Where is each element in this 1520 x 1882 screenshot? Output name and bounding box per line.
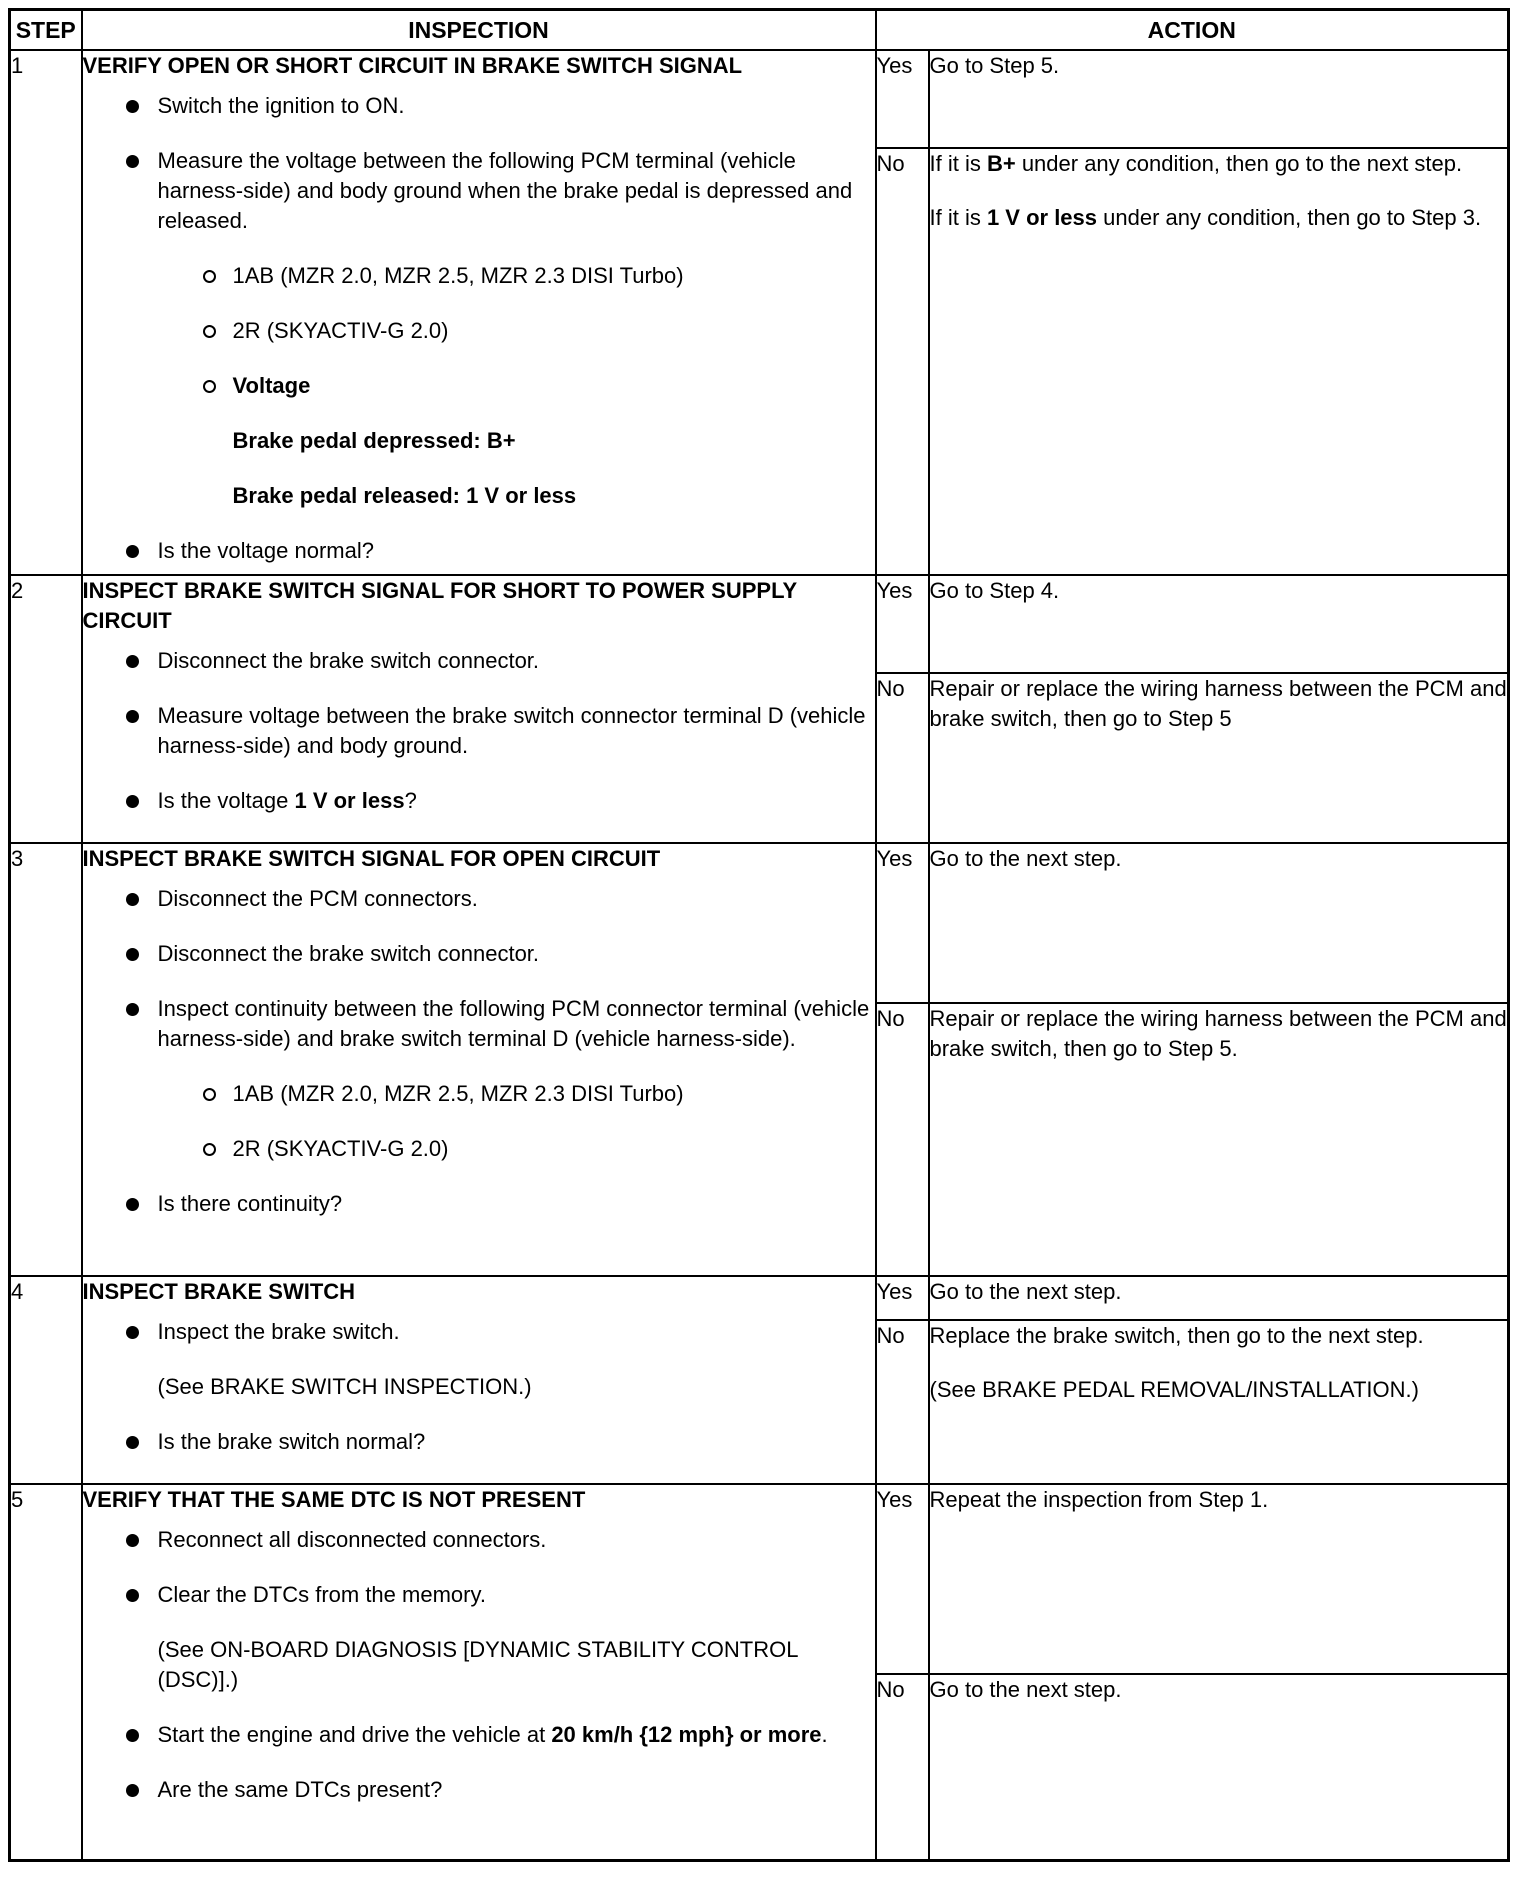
table-header-row xyxy=(10,10,1509,51)
bullet-icon xyxy=(126,1589,139,1602)
inspection-cell xyxy=(82,843,876,1276)
yes-label: Yes xyxy=(876,575,929,673)
inspection-cell xyxy=(82,575,876,843)
hollow-bullet-icon xyxy=(203,380,216,393)
step-number: 2 xyxy=(10,575,82,843)
no-action: Go to the next step. xyxy=(929,1674,1509,1860)
diagnostic-procedure-table xyxy=(8,8,1510,1862)
inspection-cell xyxy=(82,1484,876,1860)
sub-bullet-item: 1AB (MZR 2.0, MZR 2.5, MZR 2.3 DISI Turbo) xyxy=(83,261,875,291)
step-number: 1 xyxy=(10,50,82,575)
no-action: If it is B+ under any condition, then go to the next step. If it is 1 V or less under any condition, then go to Step 3. xyxy=(929,148,1509,575)
step-row xyxy=(10,1484,1509,1674)
bullet-item: Disconnect the PCM connectors. xyxy=(83,884,875,914)
step-number: 4 xyxy=(10,1276,82,1484)
bullet-item: Is there continuity? xyxy=(83,1189,875,1219)
no-action: Repair or replace the wiring harness between the PCM and brake switch, then go to Step 5. xyxy=(929,1003,1509,1276)
reference-line: (See BRAKE SWITCH INSPECTION.) xyxy=(157,1374,532,1399)
yes-action: Go to Step 5. xyxy=(929,50,1509,148)
step-row xyxy=(10,575,1509,673)
bullet-item: Reconnect all disconnected connectors. xyxy=(83,1525,875,1555)
hollow-bullet-icon xyxy=(203,325,216,338)
bullet-item: Start the engine and drive the vehicle at 20 km/h {12 mph} or more. xyxy=(83,1720,875,1750)
step-row xyxy=(10,50,1509,148)
step-title: INSPECT BRAKE SWITCH SIGNAL FOR SHORT TO POWER SUPPLY CIRCUIT xyxy=(82,578,797,633)
inspection-cell xyxy=(82,1276,876,1484)
yes-action: Go to Step 4. xyxy=(929,575,1509,673)
step-title: INSPECT BRAKE SWITCH SIGNAL FOR OPEN CIRCUIT xyxy=(82,846,661,871)
yes-label: Yes xyxy=(876,843,929,1003)
sub-bullet-item: 2R (SKYACTIV-G 2.0) xyxy=(83,316,875,346)
yes-label: Yes xyxy=(876,1484,929,1674)
no-label: No xyxy=(876,1674,929,1860)
bullet-item: Measure voltage between the brake switch connector terminal D (vehicle harness-side) and body ground. xyxy=(83,701,875,761)
bullet-icon xyxy=(126,155,139,168)
bullet-item: Is the voltage normal? xyxy=(83,536,875,566)
yes-action: Repeat the inspection from Step 1. xyxy=(929,1484,1509,1674)
bullet-icon xyxy=(126,1326,139,1339)
inspection-cell xyxy=(82,50,876,575)
bullet-icon xyxy=(126,710,139,723)
bullet-item: Disconnect the brake switch connector. xyxy=(83,939,875,969)
spec-line: Brake pedal released: 1 V or less xyxy=(232,483,577,508)
bullet-item: Inspect the brake switch. xyxy=(83,1317,875,1347)
no-label: No xyxy=(876,1003,929,1276)
step-title: VERIFY OPEN OR SHORT CIRCUIT IN BRAKE SWITCH SIGNAL xyxy=(82,53,743,78)
hollow-bullet-icon xyxy=(203,1143,216,1156)
bullet-icon xyxy=(126,893,139,906)
header-inspection: INSPECTION xyxy=(82,10,876,51)
step-number: 5 xyxy=(10,1484,82,1860)
no-action: Replace the brake switch, then go to the next step. (See BRAKE PEDAL REMOVAL/INSTALLATION.) xyxy=(929,1320,1509,1484)
bullet-icon xyxy=(126,655,139,668)
bullet-icon xyxy=(126,948,139,961)
bullet-item: Are the same DTCs present? xyxy=(83,1775,875,1805)
sub-bullet-item: 2R (SKYACTIV-G 2.0) xyxy=(83,1134,875,1164)
yes-label: Yes xyxy=(876,1276,929,1320)
spec-line: Brake pedal depressed: B+ xyxy=(232,428,516,453)
hollow-bullet-icon xyxy=(203,270,216,283)
bullet-icon xyxy=(126,100,139,113)
bullet-item: Is the brake switch normal? xyxy=(83,1427,875,1457)
hollow-bullet-icon xyxy=(203,1088,216,1101)
sub-bullet-item: Voltage xyxy=(83,371,875,401)
bullet-icon xyxy=(126,1198,139,1211)
yes-label: Yes xyxy=(876,50,929,148)
bullet-icon xyxy=(126,1534,139,1547)
bullet-icon xyxy=(126,1436,139,1449)
step-number: 3 xyxy=(10,843,82,1276)
no-label: No xyxy=(876,673,929,843)
sub-bullet-item: 1AB (MZR 2.0, MZR 2.5, MZR 2.3 DISI Turbo) xyxy=(83,1079,875,1109)
header-action: ACTION xyxy=(876,10,1509,51)
yes-action: Go to the next step. xyxy=(929,843,1509,1003)
bullet-item: Disconnect the brake switch connector. xyxy=(83,646,875,676)
bullet-icon xyxy=(126,795,139,808)
yes-action: Go to the next step. xyxy=(929,1276,1509,1320)
step-title: VERIFY THAT THE SAME DTC IS NOT PRESENT xyxy=(82,1487,586,1512)
bullet-icon xyxy=(126,1784,139,1797)
step-row xyxy=(10,843,1509,1003)
header-step: STEP xyxy=(10,10,82,51)
step-title: INSPECT BRAKE SWITCH xyxy=(82,1279,356,1304)
no-label: No xyxy=(876,148,929,575)
step-row xyxy=(10,1276,1509,1320)
bullet-item: Is the voltage 1 V or less? xyxy=(83,786,875,816)
bullet-icon xyxy=(126,545,139,558)
bullet-icon xyxy=(126,1729,139,1742)
no-action: Repair or replace the wiring harness between the PCM and brake switch, then go to Step 5 xyxy=(929,673,1509,843)
reference-line: (See ON-BOARD DIAGNOSIS [DYNAMIC STABILITY CONTROL (DSC)].) xyxy=(157,1637,798,1692)
bullet-item: Inspect continuity between the following PCM connector terminal (vehicle harness-side) and brake switch terminal D (vehicle harness-side). xyxy=(83,994,875,1054)
no-label: No xyxy=(876,1320,929,1484)
bullet-icon xyxy=(126,1003,139,1016)
bullet-item: Measure the voltage between the following PCM terminal (vehicle harness-side) and body ground when the brake pedal is depressed and released. xyxy=(83,146,875,236)
bullet-item: Clear the DTCs from the memory. xyxy=(83,1580,875,1610)
bullet-item: Switch the ignition to ON. xyxy=(83,91,875,121)
